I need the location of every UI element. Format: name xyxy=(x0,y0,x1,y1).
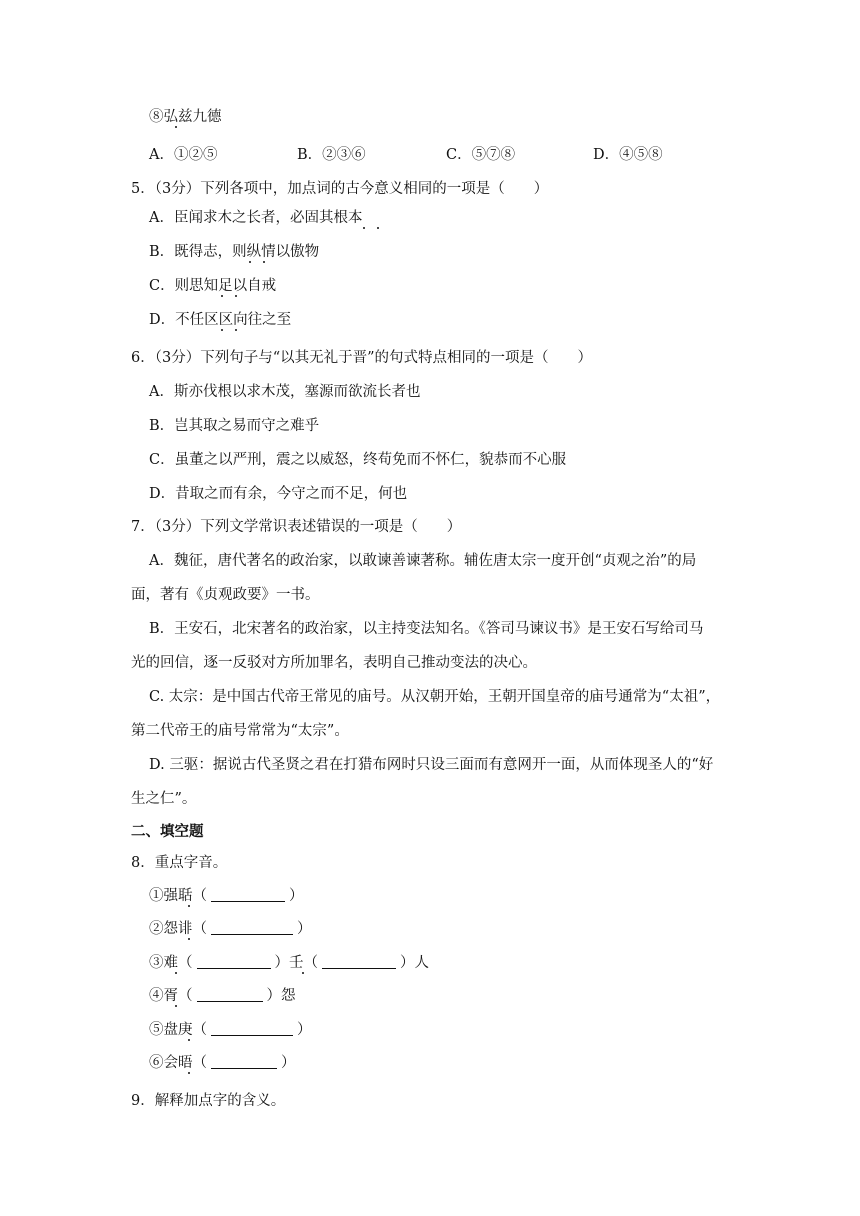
emphasis-dot xyxy=(188,1039,190,1041)
answer-blank[interactable] xyxy=(322,954,396,969)
answer-blank[interactable] xyxy=(211,887,285,902)
q8-item-2: ②怨诽（ ） xyxy=(149,921,312,937)
q7-stem: 7．（3分）下列文学常识表述错误的一项是（ ） xyxy=(131,519,462,535)
answer-blank[interactable] xyxy=(211,1021,293,1036)
q4-option-d: D．④⑤⑧ xyxy=(593,147,663,163)
q8-item-4: ④胥（ ）怨 xyxy=(149,988,296,1004)
answer-blank[interactable] xyxy=(197,987,263,1002)
q5-option-d: D．不任区区向往之至 xyxy=(149,312,292,328)
q8-item-3: ③难（ ）壬（ ）人 xyxy=(149,955,429,971)
q8-stem: 8．重点字音。 xyxy=(131,855,228,871)
q6-stem: 6．（3分）下列句子与“以其无礼于晋”的句式特点相同的一项是（ ） xyxy=(131,350,593,366)
answer-blank[interactable] xyxy=(197,954,271,969)
emphasis-dot xyxy=(221,329,223,331)
emphasis-dot xyxy=(188,1072,190,1074)
q9-stem: 9．解释加点字的含义。 xyxy=(131,1093,286,1109)
q5-stem: 5．（3分）下列各项中，加点词的古今意义相同的一项是（ ） xyxy=(131,181,549,197)
emphasis-dot xyxy=(377,227,379,229)
q7-option-b-line2: 光的回信，逐一反驳对方所加罪名，表明自己推动变法的决心。 xyxy=(131,655,537,671)
q8-item-1: ①强聒（ ） xyxy=(149,888,304,904)
emphasis-dot xyxy=(263,261,265,263)
q7-option-c-line1: C. 太宗：是中国古代帝王常见的庙号。从汉朝开始，王朝开国皇帝的庙号通常为“太祖”， xyxy=(149,689,721,705)
q7-option-d-line1: D. 三驱：据说古代圣贤之君在打猎布网时只设三面而有意网开一面，从而体现圣人的“好 xyxy=(149,757,714,773)
q4-option-a: A．①②⑤ xyxy=(149,147,218,163)
q8-item-5: ⑤盘庚（ ） xyxy=(149,1022,312,1038)
emphasis-dot xyxy=(235,295,237,297)
emphasis-dot xyxy=(363,227,365,229)
emphasis-dot xyxy=(302,972,304,974)
q7-option-a-line1: A．魏征，唐代著名的政治家，以敢谏善谏著称。辅佐唐太宗一度开创“贞观之治”的局 xyxy=(149,553,697,569)
emphasis-dot xyxy=(175,972,177,974)
emphasis-dot xyxy=(221,295,223,297)
emphasis-dot xyxy=(235,329,237,331)
section-title: 二、填空题 xyxy=(131,824,204,840)
q7-option-b-line1: B．王安石，北宋著名的政治家，以主持变法知名。《答司马谏议书》是王安石写给司马 xyxy=(149,621,704,637)
emphasis-dot xyxy=(175,1005,177,1007)
answer-blank[interactable] xyxy=(211,920,293,935)
q6-option-c: C．虽董之以严刑，震之以威怒，终苟免而不怀仁，貌恭而不心服 xyxy=(149,452,567,468)
q6-option-a: A．斯亦伐根以求木茂，塞源而欲流长者也 xyxy=(149,384,421,400)
emphasis-dot xyxy=(188,905,190,907)
q5-option-c: C．则思知足以自戒 xyxy=(149,278,277,294)
emphasis-dot xyxy=(188,938,190,940)
q5-option-a: A．臣闻求木之长者，必固其根本 xyxy=(149,210,363,226)
q7-option-d-line2: 生之仁”。 xyxy=(131,791,197,807)
answer-blank[interactable] xyxy=(211,1054,277,1069)
q7-option-c-line2: 第二代帝王的庙号常常为“太宗”。 xyxy=(131,723,349,739)
q8-item-6: ⑥会晤（ ） xyxy=(149,1055,296,1071)
q4-item-8: ⑧弘兹九德 xyxy=(149,109,222,125)
q6-option-b: B．岂其取之易而守之难乎 xyxy=(149,418,320,434)
q4-option-c: C．⑤⑦⑧ xyxy=(446,147,516,163)
q5-option-b: B．既得志，则纵情以傲物 xyxy=(149,244,320,260)
emphasis-dot xyxy=(249,261,251,263)
q7-option-a-line2: 面，著有《贞观政要》一书。 xyxy=(131,587,320,603)
emphasis-dot xyxy=(175,126,177,128)
q6-option-d: D．昔取之而有余，今守之而不足，何也 xyxy=(149,486,408,502)
q4-option-b: B．②③⑥ xyxy=(297,147,366,163)
